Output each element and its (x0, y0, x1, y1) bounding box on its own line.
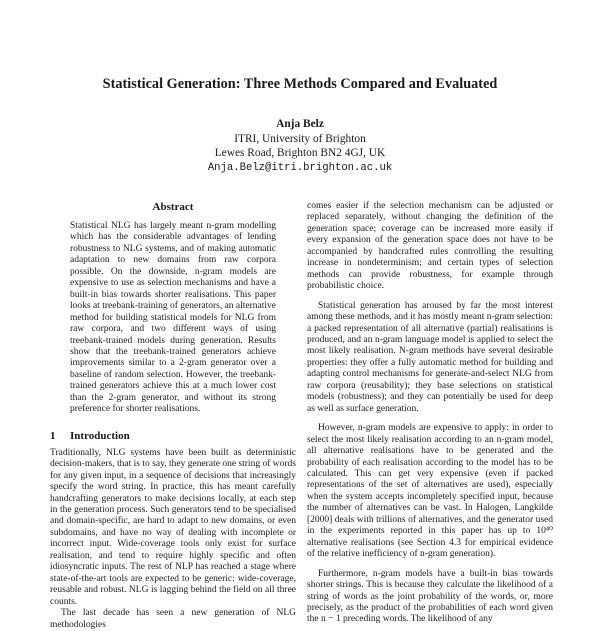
author-name: Anja Belz (276, 118, 324, 130)
author-address: Lewes Road, Brighton BN2 4GJ, UK (214, 147, 386, 159)
introduction-heading (50, 430, 296, 442)
body-paragraph: comes easier if the selection mechanism can be adjusted or replaced separately, without changing the definition of the generation space; coverage can be increased more easily if every expansion of the generation space does not have to be accompanied by handcrafted rules controlling the resulting increase in nondeterminism; and certain types of selection methods can provide robustness, for example through probabilistic choice. (307, 201, 553, 292)
section-title: Introduction (70, 429, 130, 442)
intro-paragraph: Traditionally, NLG systems have been built as deterministic decision-makers, that is to say, they generate one string of words for any given input, in a sequence of decisions that increasingly specify the word string. In practice, this has meant carefully handcrafting generators to make decisions locally, at each step in the generation process. Such generators tend to be specialised and domain-specific, are hard to adapt to new domains, or even subdomains, and have no way of dealing with incomplete or incorrect input. Wide-coverage tools only exist for surface realisation, and tend to require highly specific and often idiosyncratic inputs. The rest of NLP has reached a stage where state-of-the-art tools are expected to be generic: wide-coverage, reusable and robust. NLG is lagging behind the field on all three counts. (50, 447, 296, 607)
body-paragraph: However, n-gram models are expensive to apply: in order to select the most likely realisation according to an n-gram model, all alternative realisations have to be generated and the probability of each realisation according to the model has to be calculated. This can get very expensive (even if packed representations of the set of alternatives are used), especially when the system accepts incompletely specified input, because the number of alternatives can be vast. In Halogen, Langkilde [2000] deals with trillions of alternatives, and the generator used in the experiments reported in this paper has up to 10⁴⁰ alternative realisations (see Section 4.3 for empirical evidence of the relative inefficiency of n-gram generation). (307, 423, 553, 560)
author-email: Anja.Belz@itri.brighton.ac.uk (207, 161, 393, 174)
author-affiliation: ITRI, University of Brighton (234, 132, 366, 145)
body-paragraph: Statistical generation has aroused by far the most interest among these methods, and it has mostly meant n-gram selection: a packed representation of all alternative (partial) realisations is produced, and an n-gram language model is applied to select the most likely realisation. N-gram methods have several desirable properties: they offer a fully automatic method for building and adapting control mechanisms for generate-and-select NLG from raw corpora (reusability); they base selections on statistical models (robustness); and they can potentially be used for deep as well as surface generation. (307, 300, 553, 414)
author-block (100, 117, 500, 175)
abstract-section (50, 201, 296, 416)
right-column (307, 201, 553, 626)
intro-paragraph: The last decade has seen a new generation of NLG methodologies (50, 608, 296, 630)
section-number: 1 (50, 429, 56, 442)
abstract-text: Statistical NLG has largely meant n-gram modelling which has the considerable advantages of lending robustness to NLG systems, and of making automatic adaptation to new domains from raw corpora possible. On the downside, n-gram models are expensive to use as selection mechanisms and have a built-in bias towards shorter realisations. This paper looks at treebank-training of generators, an alternative method for building statistical models for NLG from raw corpora, and two different ways of using treebank-trained models during generation. Results show that the treebank-trained generators achieve improvements similar to a 2-gram generator over a baseline of random selection. However, the treebank-trained generators achieve this at a much lower cost than the 2-gram generator, and without its strong preference for shorter realisations. (70, 221, 277, 415)
paper-title: Statistical Generation: Three Methods Compared and Evaluated (102, 76, 498, 92)
left-column (50, 201, 296, 631)
body-paragraph: Furthermore, n-gram models have a built-in bias towards shorter strings. This is because they calculate the likelihood of a string of words as the joint probability of the words, or, more precisely, as the product of the probabilities of each word given the n − 1 preceding words. The likelihood of any (307, 568, 553, 625)
abstract-heading: Abstract (152, 201, 194, 213)
